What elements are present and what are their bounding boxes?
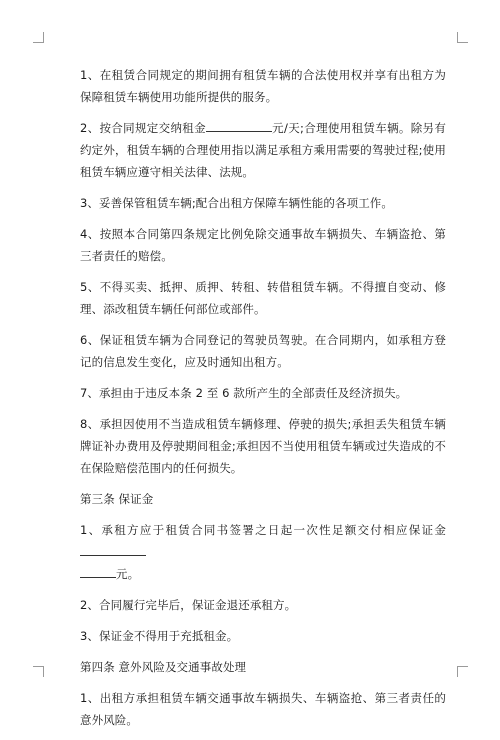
paragraph-5: 5、不得买卖、抵押、质押、转租、转借租赁车辆。不得擅自变动、修理、添改租赁车辆任何部位或部件。 [80, 280, 446, 316]
paragraph-3: 3、妥善保管租赁车辆;配合出租方保障车辆性能的各项工作。 [80, 196, 393, 210]
crop-mark-top-left [33, 32, 44, 43]
rent-amount-blank [206, 118, 272, 132]
deposit-amount-blank-2 [80, 564, 116, 578]
crop-mark-top-right [457, 32, 468, 43]
deposit-paragraph-1: 1、承租方应于租赁合同书签署之日起一次性足额交付相应保证金 元。 [80, 523, 446, 581]
deposit-amount-blank-1 [80, 542, 146, 556]
deposit-paragraph-3: 3、保证金不得用于充抵租金。 [80, 629, 239, 643]
paragraph-1: 1、在租赁合同规定的期间拥有租赁车辆的合法使用权并享有出租方为保障租赁车辆使用功能所提供的服务。 [80, 68, 446, 104]
paragraph-7: 7、承担由于违反本条 2 至 6 款所产生的全部责任及经济损失。 [80, 386, 408, 400]
document-body [80, 64, 446, 740]
section-heading-4: 第四条 意外风险及交通事故处理 [80, 660, 247, 674]
section-heading-3: 第三条 保证金 [80, 492, 154, 506]
deposit-paragraph-2: 2、合同履行完毕后，保证金退还承租方。 [80, 598, 297, 612]
risk-paragraph-1: 1、出租方承担租赁车辆交通事故车辆损失、车辆盗抢、第三者责任的意外风险。 [80, 691, 446, 727]
paragraph-2: 2、按合同规定交纳租金 元/天;合理使用租赁车辆。除另有约定外，租赁车辆的合理使用指以满足承租方乘用需要的驾驶过程;使用租赁车辆应遵守相关法律、法规。 [80, 117, 446, 183]
paragraph-6: 6、保证租赁车辆为合同登记的驾驶员驾驶。在合同期内，如承租方登记的信息发生变化，应及时通知出租方。 [80, 333, 446, 369]
crop-mark-bottom-right [457, 666, 468, 677]
paragraph-8: 8、承担因使用不当造成租赁车辆修理、停驶的损失;承担丢失租赁车辆牌证补办费用及停驶期间租金;承担因不当使用租赁车辆或过失造成的不在保险赔偿范围内的任何损失。 [80, 417, 446, 475]
crop-mark-bottom-left [33, 666, 44, 677]
paragraph-4: 4、按照本合同第四条规定比例免除交通事故车辆损失、车辆盗抢、第三者责任的赔偿。 [80, 227, 446, 263]
